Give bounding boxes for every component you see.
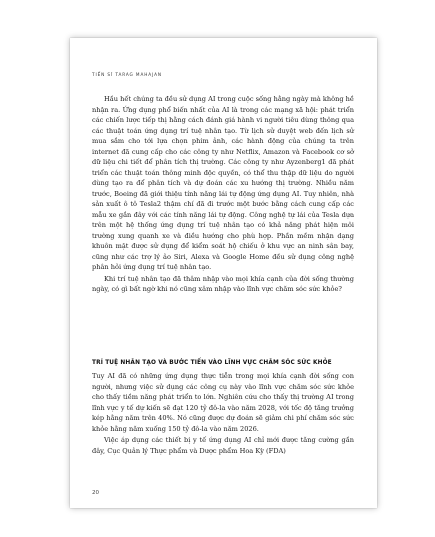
section-heading: TRÍ TUỆ NHÂN TẠO VÀ BƯỚC TIẾN VÀO LĨNH VỰC CHĂM SÓC SỨC KHỎE: [92, 360, 332, 366]
book-page: [70, 38, 377, 508]
body-text-top: [92, 94, 354, 295]
body-text-bottom: [92, 371, 354, 456]
paragraph-2: Khi trí tuệ nhân tạo đã thâm nhập vào mọi khía cạnh của đời sống thường ngày, có gì bất ngờ khi nó cũng xâm nhập vào lĩnh vực chăm sóc sức khỏe?: [92, 274, 354, 293]
page-number: 20: [92, 490, 99, 496]
running-head: TIẾN SĨ TARAG MAHAJAN: [92, 72, 162, 77]
paragraph-3: Tuy AI đã có những ứng dụng thực tiễn trong mọi khía cạnh đời sống con người, nhưng việc sử dụng các công cụ này vào lĩnh vực chăm sóc sức khỏe cho thấy tiềm năng phát triển to lớn. Nghiên cứu cho thấy thị trường AI trong lĩnh vực y tế dự kiến sẽ đạt 120 tỷ đô-la vào năm 2028, với tốc độ tăng trưởng kép hằng năm trên 40%. Nó cũng được dự đoán sẽ giảm chi phí chăm sóc sức khỏe hằng năm xuống 150 tỷ đô-la vào năm 2026.: [92, 372, 354, 433]
paragraph-4: Việc áp dụng các thiết bị y tế ứng dụng AI chỉ mới được tăng cường gần đây, Cục Quản lý Thực phẩm và Dược phẩm Hoa Kỳ (FDA): [92, 436, 354, 455]
paragraph-1: Hầu hết chúng ta đều sử dụng AI trong cuộc sống hằng ngày mà không hề nhận ra. Ứng dụng phổ biến nhất của AI là trong các mạng xã hội: phát triển các chiến lược tiếp thị hằng cách đánh giá hành vi người tiêu dùng thông qua các thuật toán ứng dụng trí tuệ nhân tạo. Từ lịch sử duyệt web đến lịch sử mua sắm cho tới lựa chọn phim ảnh, các hành động của chúng ta trên internet đã cung cấp cho các công ty như Netflix, Amazon và Facebook cơ sở dữ liệu chi tiết để phân tích thị trường. Các công ty như Ayzenberg1 đã phát triển các thuật toán thông minh độc quyền, có thể thu thập dữ liệu do người dùng tạo ra để phân tích và dự đoán các xu hướng thị trường. Nhiều năm trước, Boeing đã giới thiệu tính năng lái tự động ứng dụng AI. Tuy nhiên, nhà sản xuất ô tô Tesla2 thậm chí đã đi trước một bước bằng cách cung cấp các mẫu xe gắn đây với các tính năng lái tự động. Công nghệ tự lái của Tesla dựa trên một hệ thống ứng dụng trí tuệ nhân tạo có khả năng phát hiện môi trường xung quanh xe và điều hướng cho phù hợp. Phần mềm nhận dạng khuôn mặt được sử dụng để kiểm soát hộ chiếu ở khu vực an ninh sân bay, cũng như các trợ lý ảo Siri, Alexa và Google Home đều sử dụng công nghệ phân hỏi ứng dụng trí tuệ nhân tạo.: [92, 95, 354, 271]
